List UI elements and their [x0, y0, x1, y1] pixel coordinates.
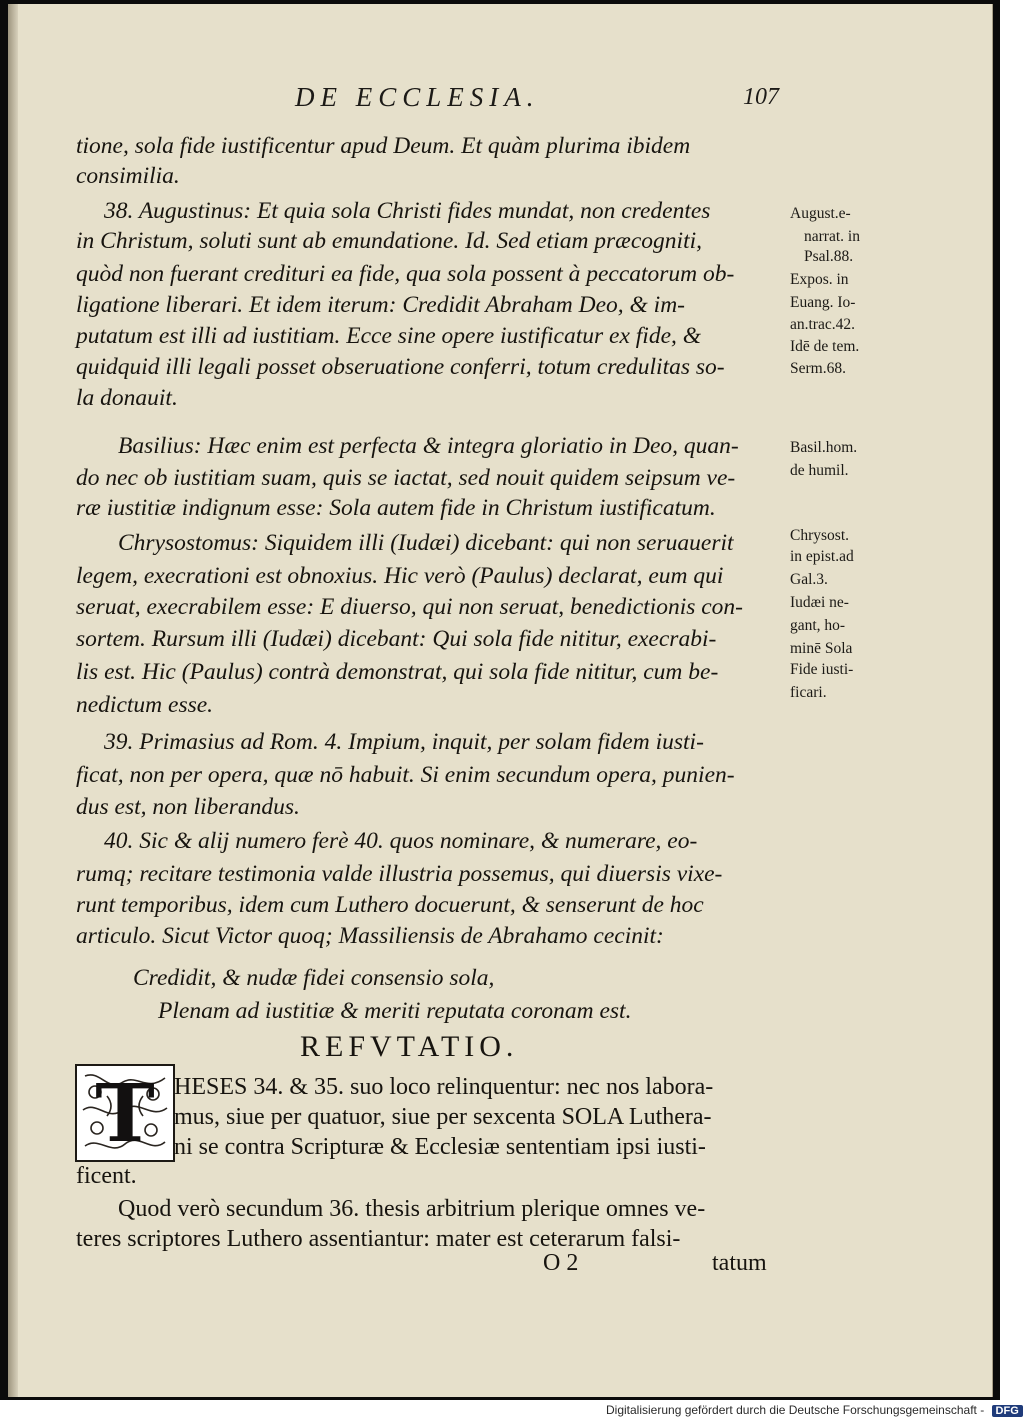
- body-line: Plenam ad iustitiæ & meriti reputata coronam est.: [158, 998, 632, 1024]
- body-line: ræ iustitiæ indignum esse: Sola autem fide in Christum iustificatum.: [76, 495, 716, 521]
- running-header: [295, 82, 795, 116]
- body-line: quòd non fuerant credituri ea fide, qua sola possent à peccatorum ob-: [76, 261, 735, 287]
- body-line: articulo. Sicut Victor quoq; Massiliensis de Abrahamo cecinit:: [76, 923, 664, 949]
- section-heading: REFVTATIO.: [300, 1030, 519, 1063]
- margin-note-line: narrat. in: [804, 228, 860, 245]
- margin-note-line: Gal.3.: [790, 571, 828, 588]
- dropcap-letter: T: [95, 1066, 155, 1160]
- page-number: 107: [743, 84, 779, 110]
- refutatio-line: HESES 34. & 35. suo loco relinquentur: nec nos labora-: [174, 1074, 714, 1100]
- dfg-logo: DFG: [992, 1405, 1023, 1417]
- body-line: ficat, non per opera, quæ nō habuit. Si enim secundum opera, punien-: [76, 762, 735, 788]
- margin-note-line: Serm.68.: [790, 360, 846, 377]
- body-line: consimilia.: [76, 163, 180, 189]
- margin-note-line: Basil.hom.: [790, 439, 858, 456]
- body-line: sortem. Rursum illi (Iudæi) dicebant: Qui sola fide nititur, execrabi-: [76, 626, 717, 652]
- running-title: DE ECCLESIA.: [295, 82, 540, 112]
- margin-note-line: Iudæi ne-: [790, 594, 849, 611]
- signature-mark: O 2: [543, 1250, 579, 1276]
- body-line: quidquid illi legali posset obseruatione conferri, totum credulitas so-: [76, 354, 725, 380]
- body-line: do nec ob iustitiam suam, quis se iactat, sed nouit quidem seipsum ve-: [76, 465, 736, 491]
- margin-note-line: August.e-: [790, 205, 851, 222]
- body-line: putatum est illi ad iustitiam. Ecce sine opere iustificatur ex fide, &: [76, 323, 702, 349]
- margin-note-line: Idē de tem.: [790, 338, 860, 355]
- footer-text: Digitalisierung gefördert durch die Deutsche Forschungsgemeinschaft -: [606, 1403, 985, 1417]
- refutatio-line: ni se contra Scripturæ & Ecclesiæ sententiam ipsi iusti-: [174, 1134, 706, 1160]
- margin-note-line: in epist.ad: [790, 548, 854, 565]
- refutatio-line: ficent.: [76, 1163, 137, 1189]
- margin-note-line: Chrysost.: [790, 527, 849, 544]
- body-line: rumq; recitare testimonia valde illustria possemus, qui diuersis vixe-: [76, 861, 723, 887]
- body-line: 39. Primasius ad Rom. 4. Impium, inquit, per solam fidem iusti-: [104, 729, 704, 755]
- refutatio-line: Quod verò secundum 36. thesis arbitrium plerique omnes ve-: [118, 1196, 706, 1222]
- refutatio-line: teres scriptores Luthero assentiantur: mater est ceterarum falsi-: [76, 1226, 681, 1252]
- body-line: 40. Sic & alij numero ferè 40. quos nominare, & numerare, eo-: [104, 828, 698, 854]
- body-line: nedictum esse.: [76, 692, 214, 718]
- body-line: Credidit, & nudæ fidei consensio sola,: [133, 965, 495, 991]
- page-fold-shadow: [8, 4, 18, 1397]
- body-line: seruat, execrabilem esse: E diuerso, qui non seruat, benedictionis con-: [76, 594, 743, 620]
- body-line: Chrysostomus: Siquidem illi (Iudæi) dicebant: qui non seruauerit: [118, 530, 734, 556]
- body-line: tione, sola fide iustificentur apud Deum. Et quàm plurima ibidem: [76, 133, 691, 159]
- margin-note-line: ficari.: [790, 684, 827, 701]
- body-line: dus est, non liberandus.: [76, 794, 300, 820]
- margin-note-line: Fide iusti-: [790, 661, 854, 678]
- body-line: legem, execrationi est obnoxius. Hic verò (Paulus) declarat, eum qui: [76, 563, 724, 589]
- body-line: 38. Augustinus: Et quia sola Christi fides mundat, non credentes: [104, 198, 711, 224]
- body-line: ligatione liberari. Et idem iterum: Credidit Abraham Deo, & im-: [76, 292, 685, 318]
- refutatio-line: mus, siue per quatuor, siue per sexcenta SOLA Luthera-: [174, 1104, 712, 1130]
- margin-note-line: Euang. Io-: [790, 294, 856, 311]
- decorated-initial: [75, 1064, 175, 1162]
- body-line: in Christum, soluti sunt ab emundatione. Id. Sed etiam præcogniti,: [76, 228, 702, 254]
- digitization-credit: [606, 1403, 1023, 1417]
- margin-note-line: gant, ho-: [790, 617, 846, 634]
- margin-note-line: de humil.: [790, 462, 849, 479]
- body-line: Basilius: Hæc enim est perfecta & integra gloriatio in Deo, quan-: [118, 433, 739, 459]
- margin-note-line: minē Sola: [790, 640, 853, 657]
- margin-note-line: Expos. in: [790, 271, 849, 288]
- body-line: lis est. Hic (Paulus) contrà demonstrat, qui sola fide nititur, cum be-: [76, 659, 719, 685]
- margin-note-line: Psal.88.: [804, 248, 854, 265]
- margin-note-line: an.trac.42.: [790, 316, 855, 333]
- body-line: la donauit.: [76, 385, 178, 411]
- body-line: runt temporibus, idem cum Luthero docuerunt, & senserunt de hoc: [76, 892, 704, 918]
- catchword: tatum: [712, 1250, 767, 1276]
